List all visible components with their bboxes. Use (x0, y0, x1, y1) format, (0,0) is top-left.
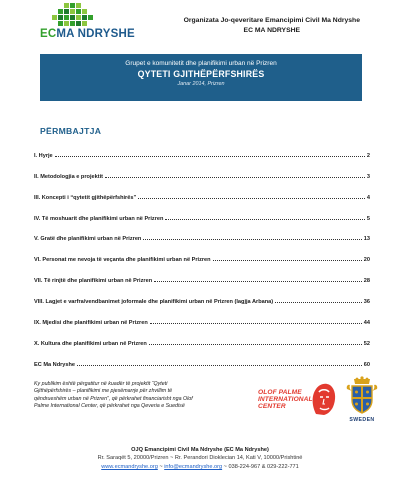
swedish-coat-of-arms-icon (340, 376, 384, 416)
note-line-4: Palme International Center, që përkrahet nga Qeveria e Suedisë (34, 403, 185, 410)
note-line-1: Ky publikim është përgatitur në kuadër të projektit “Qyteti (34, 381, 168, 387)
toc-heading: PËRMBAJTJA (40, 126, 102, 136)
toc-leader (138, 198, 365, 199)
toc-leader (213, 260, 362, 261)
email-link[interactable]: info@ecmandryshe.org (164, 463, 223, 470)
olof-line-2: INTERNATIONAL (258, 396, 313, 404)
toc-entry-page: 52 (363, 341, 370, 347)
toc-entry[interactable] (34, 174, 370, 184)
toc-entry-title: X. Kultura dhe planifikimi urban në Prizren (34, 341, 147, 347)
toc-entry[interactable] (34, 195, 370, 205)
toc-entry-title: I. Hyrje (34, 153, 53, 159)
toc-leader (154, 281, 362, 282)
toc-entry[interactable] (34, 341, 370, 351)
olof-palme-portrait-icon (308, 380, 338, 416)
toc-entry[interactable] (34, 299, 370, 309)
banner-subtitle: Grupet e komunitetit dhe planifikimi urban në Prizren (125, 60, 277, 67)
toc-entry-title: VIII. Lagjet e varfra/vendbanimet joformale dhe planifikimi urban në Prizren (lagjja Arbana) (34, 299, 274, 305)
toc-entry-title: EC Ma Ndryshe (34, 362, 76, 368)
toc-leader (165, 219, 364, 220)
toc-entry-title: II. Metodologjia e projektit (34, 174, 103, 180)
toc-entry-page: 44 (363, 320, 370, 326)
toc-entry-title: V. Gratë dhe planifikimi urban në Prizren (34, 236, 142, 242)
footer-address: Rr. Saraqët 5, 20000/Prizren ~ Rr. Perandori Dioklecian 14, Kati V, 10000/Prishtinë (97, 455, 303, 462)
toc-leader (275, 302, 362, 303)
toc-entry-page: 5 (366, 216, 370, 222)
toc-entry-page: 28 (363, 278, 370, 284)
toc-leader (149, 344, 362, 345)
toc-entry-title: IV. Të moshuarit dhe planifikimi urban në Prizren (34, 216, 164, 222)
footer-phones: ~ 038-224-967 & 029-222-771 (222, 463, 299, 470)
sweden-government-logo (340, 376, 384, 426)
toc-leader (150, 323, 362, 324)
olof-palme-logo (258, 380, 338, 416)
toc-entry-title: III. Koncepti i “qytetit gjithëpërfshirës” (34, 195, 137, 201)
olof-palme-wordmark (258, 389, 313, 411)
toc-entry-page: 4 (366, 195, 370, 201)
olof-line-1: OLOF PALME (258, 389, 302, 396)
toc-entry[interactable] (34, 320, 370, 330)
document-title: QYTETI GJITHËPËRFSHIRËS (137, 69, 265, 79)
funding-note (34, 381, 224, 411)
toc-entry[interactable] (34, 236, 370, 246)
toc-leader (77, 365, 362, 366)
org-line-2: EC MA NDRYSHE (243, 27, 301, 34)
footer-separator: ~ (157, 463, 165, 470)
document-date: Janar 2014, Prizren (177, 81, 225, 87)
organization-name (184, 16, 360, 36)
toc-leader (55, 156, 365, 157)
toc-entry-page: 2 (366, 153, 370, 159)
sweden-label: SWEDEN (349, 417, 375, 423)
toc-entry[interactable] (34, 278, 370, 288)
toc-entry-title: VI. Personat me nevoja të veçanta dhe planifikimi urban në Prizren (34, 257, 211, 263)
website-link[interactable]: www.ecmandryshe.org (101, 463, 158, 470)
logo-ec: EC (40, 28, 57, 40)
toc-entry-page: 36 (363, 299, 370, 305)
toc-entry-page: 20 (363, 257, 370, 263)
toc-entry[interactable] (34, 216, 370, 226)
logo-wordmark (40, 28, 135, 40)
toc-entry-page: 60 (363, 362, 370, 368)
title-banner (40, 54, 362, 101)
toc-entry[interactable] (34, 362, 370, 372)
toc-entry-page: 3 (366, 174, 370, 180)
org-line-1: Organizata Jo-qeveritare Emancipimi Civil Ma Ndryshe (183, 17, 360, 24)
olof-line-3: CENTER (258, 403, 286, 411)
toc-leader (143, 239, 361, 240)
note-line-2: Gjithëpërfshirës – planifikimi me pjesëmarrje për zhvillim të (34, 388, 173, 395)
toc-leader (105, 177, 365, 178)
page-footer (0, 446, 400, 471)
toc-entry-title: IX. Mjedisi dhe planifikimi urban në Prizren (34, 320, 148, 326)
page-header (0, 0, 400, 50)
toc-entry[interactable] (34, 257, 370, 267)
toc-entry[interactable] (34, 153, 370, 163)
toc-entry-page: 13 (363, 236, 370, 242)
note-line-3: qëndrueshëm urban në Prizren”, që përkrahet financiarisht nga Olof (34, 395, 193, 402)
footer-contacts (0, 463, 400, 471)
footer-org-name: OJQ Emancipimi Civil Ma Ndryshe (EC Ma Ndryshe) (131, 447, 269, 453)
toc-entry-title: VII. Të rinjtë dhe planifikimi urban në Prizren (34, 278, 153, 284)
logo-ma-ndryshe: MA NDRYSHE (56, 28, 135, 40)
